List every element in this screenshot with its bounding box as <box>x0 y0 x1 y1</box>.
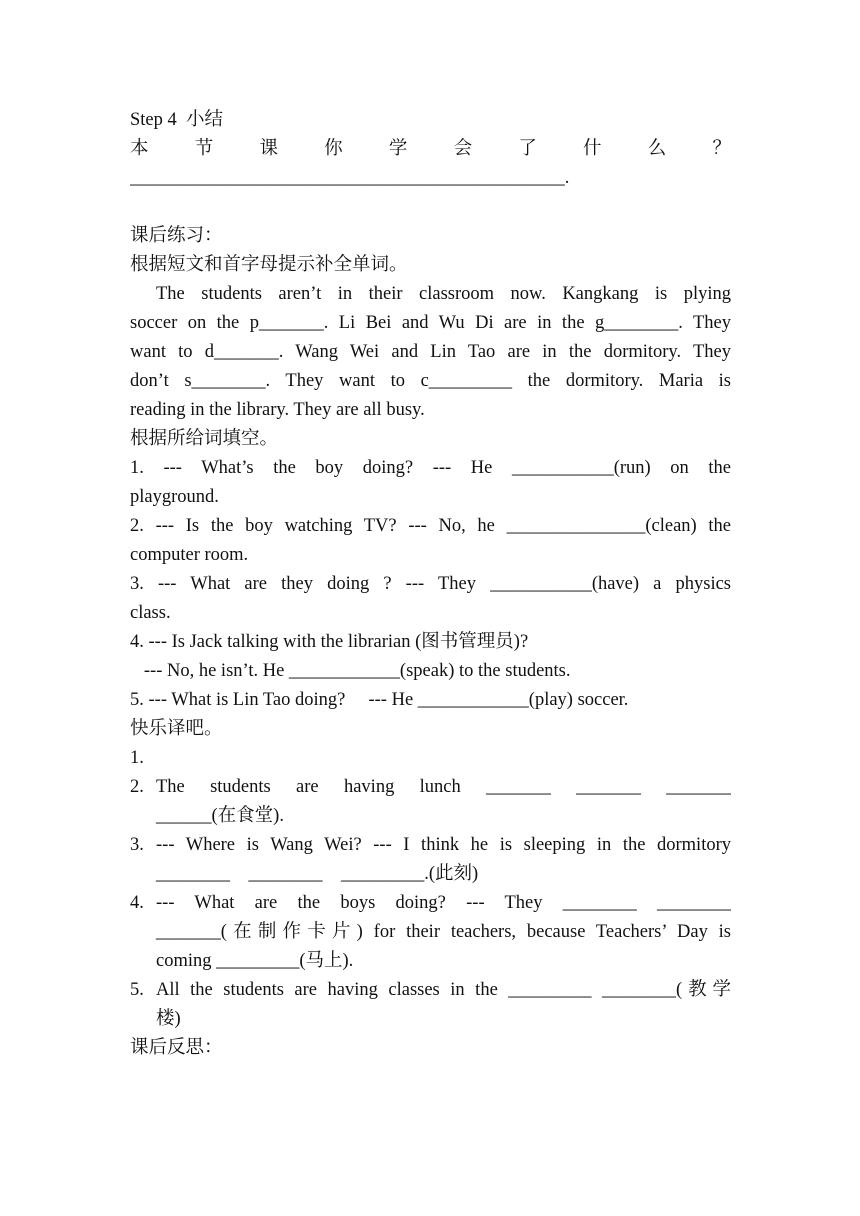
question-char: 么 <box>647 139 667 159</box>
part3-item <box>130 976 731 1005</box>
item-number: 2. <box>130 777 144 797</box>
exercise-title: 课后练习： <box>130 226 223 246</box>
question-char: 会 <box>453 139 473 159</box>
question-char: 你 <box>324 139 343 159</box>
item-text: All the students are having classes in the _________ ________(教学 <box>156 980 731 1000</box>
question-char: 节 <box>194 139 214 159</box>
item-text: The students are having lunch _______ _______ _______ <box>156 777 731 797</box>
part2-question-line: 4. --- Is Jack talking with the librarian (图书管理员)? <box>130 632 529 652</box>
part1-passage-line: soccer on the p_______. Li Bei and Wu Di are in the g________. They <box>130 313 731 333</box>
worksheet-content <box>130 106 731 1063</box>
part2-question-line: --- No, he isn’t. He ____________(speak) to the students. <box>130 661 571 681</box>
question-char: 本 <box>130 139 149 159</box>
item-text: --- Where is Wang Wei? --- I think he is sleeping in the dormitory <box>156 835 731 855</box>
part1-instruction: 根据短文和首字母提示补全单词。 <box>130 255 408 275</box>
part1-passage-line: reading in the library. They are all busy. <box>130 400 425 420</box>
step5-row <box>130 193 731 222</box>
part2-question-line: 2. --- Is the boy watching TV? --- No, he _______________(clean) the <box>130 516 731 536</box>
question-char: ？ <box>712 139 731 159</box>
part2-instruction: 根据所给词填空。 <box>130 429 279 449</box>
part1-passage-line: want to d_______. Wang Wei and Lin Tao are in the dormitory. They <box>130 342 731 362</box>
reflection-label: 课后反思： <box>130 1038 223 1058</box>
question-char: 了 <box>518 139 537 159</box>
step4-answer-line: _______________________________________________. <box>130 168 570 188</box>
part2-question-line: 1. --- What’s the boy doing? --- He ___________(run) on the <box>130 458 731 478</box>
part3-item <box>130 889 731 918</box>
part3-item-continuation: coming _________(马上). <box>156 951 354 971</box>
step4-heading: Step 4 小结 <box>130 110 224 130</box>
item-number: 5. <box>130 980 144 1000</box>
item-number: 3. <box>130 835 144 855</box>
part3-item-continuation: ______(在食堂). <box>156 806 284 826</box>
item-number: 1. <box>130 748 144 768</box>
part3-item-continuation: _______(在制作卡片) for their teachers, because Teachers’ Day is <box>156 922 731 942</box>
question-char: 课 <box>259 139 278 159</box>
part1-passage-line: The students aren’t in their classroom now. Kangkang is plying <box>156 284 731 304</box>
part1-passage-line: don’t s________. They want to c_________ the dormitory. Maria is <box>130 371 731 391</box>
part2-question-line: computer room. <box>130 545 249 565</box>
part3-instruction: 快乐译吧。 <box>130 719 223 739</box>
part3-item <box>130 744 731 773</box>
part3-item-continuation: 楼) <box>156 1009 181 1029</box>
part2-question-line: 3. --- What are they doing ? --- They ___________(have) a physics <box>130 574 731 594</box>
item-text: --- What are the boys doing? --- They ________ ________ <box>156 893 731 913</box>
item-number: 4. <box>130 893 144 913</box>
question-char: 什 <box>583 139 602 159</box>
part2-question-line: 5. --- What is Lin Tao doing? --- He ____________(play) soccer. <box>130 690 629 710</box>
part2-question-line: class. <box>130 603 171 623</box>
step4-question <box>130 135 731 164</box>
part3-item-continuation: ________ ________ _________.(此刻) <box>156 864 479 884</box>
part3-item <box>130 831 731 860</box>
question-char: 学 <box>388 139 408 159</box>
part2-question-line: playground. <box>130 487 219 507</box>
part3-item <box>130 773 731 802</box>
